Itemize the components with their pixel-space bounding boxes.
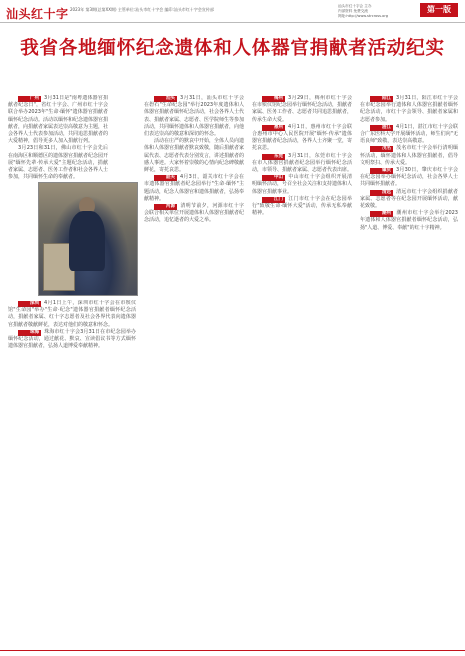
city-tag: 中山 — [262, 175, 285, 181]
article-paragraph — [252, 174, 352, 196]
page-label: 第一版 — [420, 3, 458, 17]
masthead — [0, 0, 465, 23]
city-tag: 肇庆 — [370, 168, 393, 174]
article-paragraph — [8, 329, 136, 351]
article-paragraph — [360, 210, 458, 232]
city-tag: 阳江 — [370, 96, 393, 102]
issue-date-line: 2023年 第3期(总第XX期) 主管单位:汕头市红十字会 编印:汕头市红十字会宣传部 — [70, 7, 214, 12]
paragraph-text: 3月31日是"南粤遗体器官捐献者纪念日"，省红十字会、广州市红十字会联合举办2023年"生命·缅怀"遗体器官捐献者缅怀纪念活动。活动以缅怀和纪念遗体器官捐献者，向捐献者家属表达崇高敬意为主题，社会各界人士代表参加活动，共同追思捐献者的大爱精神，倡导更多人加入捐献行列。 — [8, 95, 108, 145]
newspaper-logo — [6, 3, 69, 21]
article-column-3 — [252, 95, 352, 645]
city-tag: 清远 — [370, 190, 393, 196]
city-tag: 汕头 — [154, 96, 177, 102]
city-tag: 河源 — [154, 204, 177, 210]
footer-rule — [0, 650, 465, 651]
article-paragraph — [8, 300, 136, 329]
article-paragraph — [360, 167, 458, 189]
city-tag: 梅州 — [262, 96, 285, 102]
article-paragraph — [8, 145, 108, 180]
article-column-1-top — [8, 95, 108, 180]
article-paragraph — [360, 95, 458, 124]
city-tag: 珠海 — [18, 330, 41, 336]
article-paragraph — [252, 95, 352, 124]
paragraph-text: 4月1日上午，深圳市红十字会在市殡仪馆"生命园"举办"生命·纪念"遗体器官捐献者缅怀纪念活动，捐献者家属、红十字志愿者及社会各界代表向遗体器官捐献者敬献鲜花，表达对他们的敬意和怀念。 — [8, 300, 136, 328]
paragraph-text: 清远市红十字会组织捐献者家属、志愿者等在纪念园开展缅怀活动，献花致敬。 — [360, 188, 458, 210]
paragraph-text: 3月29日，梅州市红十字会在市殡仪馆纪念园举行缅怀纪念活动，捐献者家属、医务工作者、志愿者共同追思捐献者，传承生命大爱。 — [252, 95, 352, 123]
article-paragraph — [360, 189, 458, 211]
article-column-2 — [144, 95, 244, 645]
city-tag: 江门 — [262, 197, 285, 203]
article-paragraph — [144, 203, 244, 225]
publisher-info — [338, 4, 388, 19]
city-tag: 广州 — [18, 96, 41, 102]
article-photo — [38, 182, 138, 296]
paragraph-text: 4月1日，湛江市红十字会联合广东医科大学开展缅怀活动，师生们向"无语良师"致敬，表达崇高敬意。 — [360, 123, 458, 145]
paragraph-text: 活动在庄严的默哀中开始，全体人员向遗体和人体器官捐献者默哀致敬，随后捐献者家属代表、志愿者代表分别发言，讲述捐献者的感人事迹。大家怀着崇敬的心情向纪念碑敬献鲜花，寄托哀思。 — [144, 138, 244, 174]
paragraph-text: 清明节前夕，河源市红十字会联合相关单位开展遗体和人体器官捐献者纪念活动，追忆逝者的大爱之举。 — [144, 203, 244, 224]
paragraph-text: 4月1日，惠州市红十字会联合惠州市中心人民医院开展"缅怀·传承"遗体器官捐献者纪念活动，各界人士齐聚一堂，寄托哀思。 — [252, 123, 352, 152]
paragraph-text: 3月23日和31日，佛山市红十字会先后在南海区和顺德区的遗体器官捐献者纪念园开展"缅怀先辈·传承大爱"主题纪念活动，捐献者家属、志愿者、医务工作者和社会各界人士参加，共同缅怀生命的奉献者。 — [8, 145, 108, 180]
paragraph-text: 4月3日，韶关市红十字会在市遗体器官捐献者纪念园举行"生命·缅怀"主题活动，纪念人体器官和遗体捐献者，弘扬奉献精神。 — [144, 174, 244, 202]
page-headline: 我省各地缅怀纪念遗体和人体器官捐献者活动纪实 — [20, 38, 445, 59]
city-tag: 潮州 — [370, 211, 393, 217]
paragraph-text: 珠海市红十字会3月31日在市纪念园举办缅怀纪念活动，通过献花、默哀、宣读倡议书等方式缅怀遗体器官捐献者，弘扬人道博爱奉献精神。 — [8, 328, 136, 350]
article-paragraph — [360, 124, 458, 146]
article-paragraph — [144, 174, 244, 203]
article-paragraph — [8, 95, 108, 145]
paragraph-text: 3月31日，汕头市红十字会在礐石"生命纪念园"举行2023年度遗体和人体器官捐献者缅怀纪念活动，社会各界人士代表、捐献者家属、志愿者、医学院师生等参加活动，共同缅怀遗体和人体器官捐献者，向他们表达崇高的敬意和深切的怀念。 — [144, 95, 244, 138]
paragraph-text: 中山市红十字会组织开展清明缅怀活动，号召全社会关注和支持遗体和人体器官捐献事业。 — [252, 174, 352, 195]
paper-name: 汕头红十字 — [6, 7, 69, 21]
city-tag: 东莞 — [262, 154, 285, 160]
article-column-4 — [360, 95, 458, 645]
paragraph-text: 潮州市红十字会举行2023年遗体和人体器官捐献者缅怀纪念活动，弘扬"人道、博爱、奉献"的红十字精神。 — [360, 210, 458, 231]
article-paragraph — [252, 124, 352, 153]
article-paragraph — [252, 153, 352, 175]
publisher-line-2: 内部资料 免费交流 — [338, 9, 368, 13]
paragraph-text: 3月30日，肇庆市红十字会在纪念园举办缅怀纪念活动，社会各界人士共同缅怀捐献者。 — [360, 167, 458, 188]
article-paragraph — [252, 196, 352, 218]
publisher-line-1: 汕头市红十字会 主办 — [338, 4, 372, 8]
city-tag: 湛江 — [370, 125, 393, 131]
paragraph-text: 3月31日，东莞市红十字会在市人体器官捐献者纪念园举行缅怀纪念活动，市领导、捐献者家属、志愿者代表出席。 — [252, 152, 352, 174]
publisher-line-3: 网址:http://www.strcross.org — [338, 14, 389, 18]
article-paragraph — [144, 95, 244, 138]
paragraph-text: 3月31日，阳江市红十字会在市纪念园举行遗体和人体器官捐献者缅怀纪念活动，市红十字会领导、捐献者家属和志愿者参加。 — [360, 95, 458, 123]
article-paragraph — [360, 145, 458, 167]
city-tag: 深圳 — [18, 301, 41, 307]
city-tag: 韶关 — [154, 175, 177, 181]
paragraph-text: 茂名市红十字会举行清明缅怀活动，缅怀遗体和人体器官捐献者，倡导文明祭扫、传承大爱。 — [360, 145, 458, 166]
article-column-1-bottom — [8, 300, 136, 645]
photo-person-figure — [69, 211, 105, 271]
city-tag: 茂名 — [370, 146, 393, 152]
city-tag: 惠州 — [262, 125, 285, 131]
paragraph-text: 江门市红十字会在纪念园举行"致敬生命·缅怀大爱"活动，传承无私奉献精神。 — [252, 195, 352, 217]
article-paragraph — [144, 138, 244, 174]
